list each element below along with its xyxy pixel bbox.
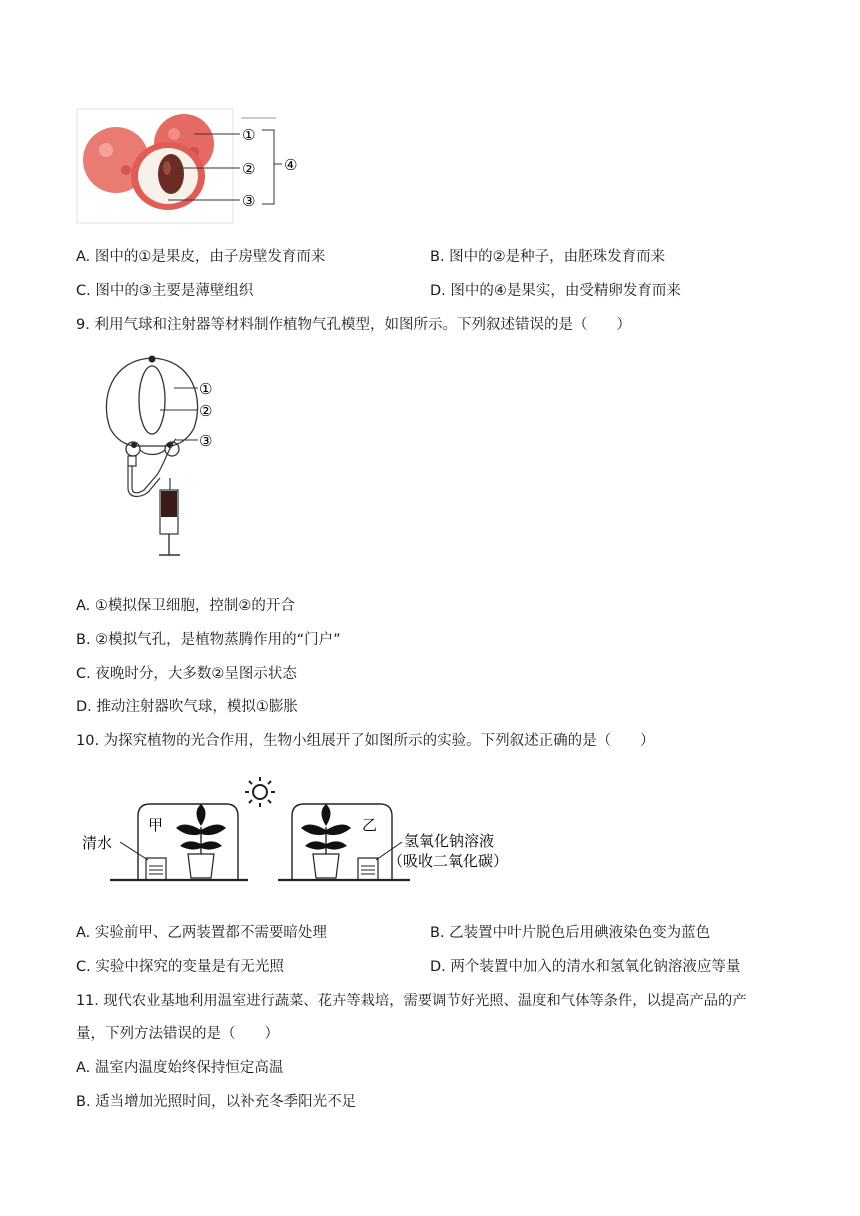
- q10-option-c: C. 实验中探究的变量是有无光照: [76, 959, 284, 975]
- label-naoh: 氢氧化钠溶液: [404, 832, 495, 850]
- label-yi: 乙: [362, 816, 378, 834]
- q8-option-b: B. 图中的②是种子，由胚珠发育而来: [430, 249, 666, 265]
- q10-option-b: B. 乙装置中叶片脱色后用碘液染色变为蓝色: [430, 925, 711, 941]
- q10-option-d: D. 两个装置中加入的清水和氢氧化钠溶液应等量: [430, 959, 741, 975]
- lychee-label-1: ①: [242, 126, 256, 144]
- lychee-label-3: ③: [242, 192, 256, 210]
- q9-option-a: A. ①模拟保卫细胞，控制②的开合: [76, 598, 295, 614]
- q11-stem-line1: 11. 现代农业基地利用温室进行蔬菜、花卉等栽培，需要调节好光照、温度和气体等条件，以提高产品的产: [76, 993, 747, 1009]
- q11-stem-line2: 量，下列方法错误的是（ ）: [76, 1026, 279, 1042]
- q9-option-d: D. 推动注射器吹气球，模拟①膨胀: [76, 699, 298, 715]
- lychee-label-4: ④: [284, 156, 298, 174]
- lychee-figure: [76, 108, 306, 226]
- lychee-label-2: ②: [242, 160, 256, 178]
- photosynthesis-experiment-figure: [80, 772, 520, 887]
- q11-option-a: A. 温室内温度始终保持恒定高温: [76, 1060, 284, 1076]
- q11-option-b: B. 适当增加光照时间，以补充冬季阳光不足: [76, 1094, 357, 1110]
- sun-icon: [245, 777, 275, 807]
- stomata-label-3: ③: [199, 432, 213, 450]
- q10-stem: 10. 为探究植物的光合作用，生物小组展开了如图所示的实验。下列叙述正确的是（ ）: [76, 733, 655, 749]
- q9-option-c: C. 夜晚时分，大多数②呈图示状态: [76, 666, 297, 682]
- q8-option-c: C. 图中的③主要是薄壁组织: [76, 283, 254, 299]
- label-jia: 甲: [148, 816, 164, 834]
- q10-option-a: A. 实验前甲、乙两装置都不需要暗处理: [76, 925, 327, 941]
- q8-option-a: A. 图中的①是果皮，由子房壁发育而来: [76, 249, 326, 265]
- q8-option-d: D. 图中的④是果实，由受精卵发育而来: [430, 283, 681, 299]
- stomata-model-figure: [100, 350, 230, 565]
- stomata-label-2: ②: [199, 402, 213, 420]
- q9-option-b: B. ②模拟气孔，是植物蒸腾作用的“门户”: [76, 632, 341, 648]
- q9-stem: 9. 利用气球和注射器等材料制作植物气孔模型，如图所示。下列叙述错误的是（ ）: [76, 317, 631, 333]
- label-naoh-note: （吸收二氧化碳）: [388, 852, 509, 870]
- stomata-label-1: ①: [199, 380, 213, 398]
- label-water: 清水: [82, 834, 113, 852]
